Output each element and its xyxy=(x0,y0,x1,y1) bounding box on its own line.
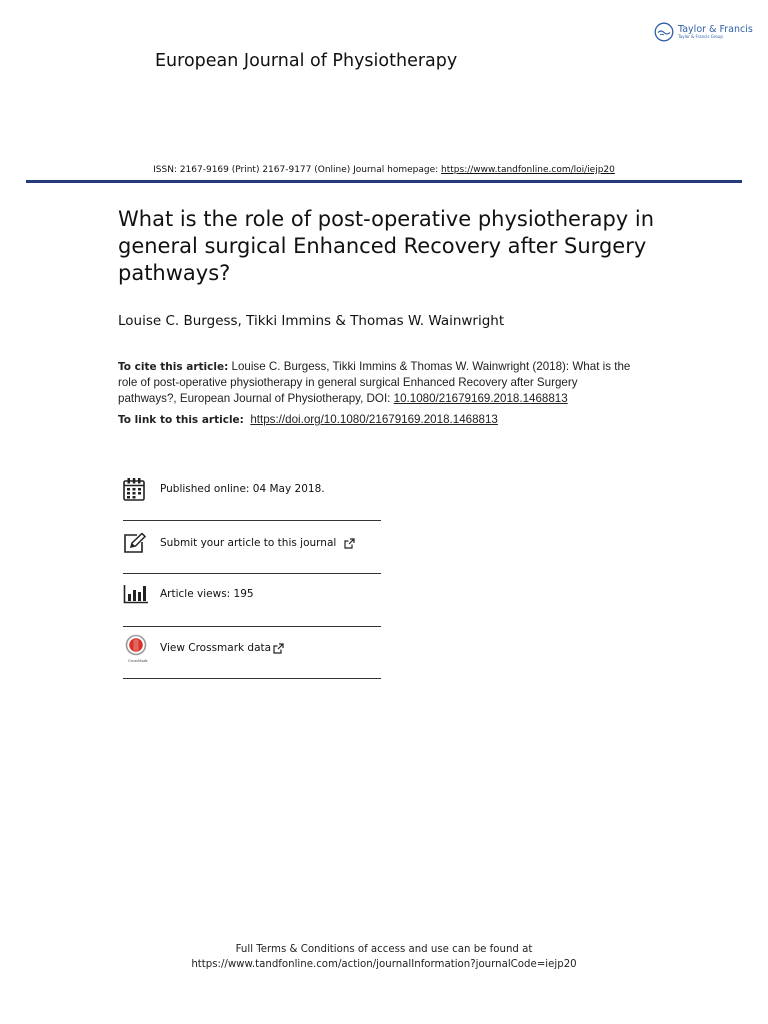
citation-label: To cite this article: xyxy=(118,361,229,373)
published-date: Published online: 04 May 2018. xyxy=(160,483,325,495)
journal-homepage-link[interactable]: https://www.tandfonline.com/loi/iejp20 xyxy=(441,165,615,175)
submit-article-link[interactable] xyxy=(160,537,355,549)
calendar-icon xyxy=(123,476,153,502)
publisher-group: Taylor & Francis Group xyxy=(678,34,723,40)
submit-row[interactable] xyxy=(123,530,381,556)
issn-line xyxy=(0,165,768,175)
issn-text: ISSN: 2167-9169 (Print) 2167-9177 (Online) Journal homepage: xyxy=(153,165,439,175)
divider xyxy=(123,520,381,521)
external-link-icon xyxy=(273,643,284,654)
crossmark-link[interactable] xyxy=(160,642,284,654)
footer-terms-text: Full Terms & Conditions of access and use can be found at xyxy=(235,944,533,955)
published-row xyxy=(123,476,381,502)
article-authors: Louise C. Burgess, Tikki Immins & Thomas W. Wainwright xyxy=(118,313,505,329)
citation-doi-link[interactable]: 10.1080/21679169.2018.1468813 xyxy=(393,391,568,405)
crossmark-row[interactable] xyxy=(123,635,381,661)
article-views: Article views: 195 xyxy=(160,588,254,600)
citation-text: Louise C. Burgess, Tikki Immins & Thomas W. Wainwright (2018): What is the role of post-operative physiotherapy in general surgical Enhanced Recovery after Surgery pathways?, European Journal of Physiotherapy, DOI: xyxy=(118,360,631,405)
submit-article-label: Submit your article to this journal xyxy=(160,537,337,549)
citation-block xyxy=(118,359,638,406)
crossmark-label: View Crossmark data xyxy=(160,642,272,654)
views-row xyxy=(123,581,381,607)
bar-chart-icon xyxy=(123,581,153,607)
divider xyxy=(123,626,381,627)
article-title: What is the role of post-operative physiotherapy in general surgical Enhanced Recovery after Surgery pathways? xyxy=(118,207,655,285)
footer xyxy=(0,942,768,972)
link-article-label: To link to this article: xyxy=(118,414,244,426)
crossmark-small-label: CrossMark xyxy=(128,659,148,663)
publisher-logo xyxy=(654,22,753,42)
external-link-icon xyxy=(344,538,355,549)
header-divider xyxy=(26,180,742,183)
footer-terms-url[interactable]: https://www.tandfonline.com/action/journalInformation?journalCode=iejp20 xyxy=(191,959,577,970)
article-doi-url-link[interactable]: https://doi.org/10.1080/21679169.2018.1468813 xyxy=(250,413,498,426)
journal-title: European Journal of Physiotherapy xyxy=(155,51,458,71)
crossmark-icon xyxy=(123,635,153,661)
publisher-name: Taylor & Francis xyxy=(678,23,753,35)
divider xyxy=(123,678,381,679)
taylor-francis-logo-icon xyxy=(654,22,674,42)
divider xyxy=(123,573,381,574)
edit-icon xyxy=(123,530,153,556)
link-article-line xyxy=(118,413,498,426)
